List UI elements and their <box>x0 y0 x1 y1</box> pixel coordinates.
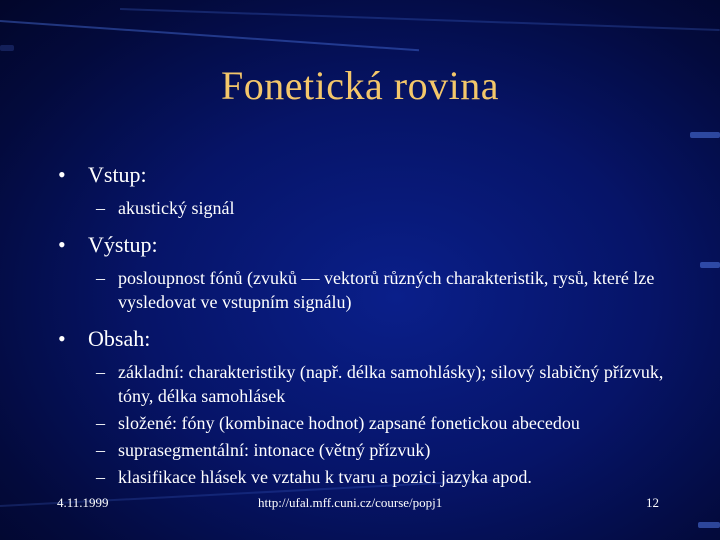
sub-item-text: základní: charakteristiky (např. délka samohlásky); silový slabičný přízvuk, tóny, délka samohlásek <box>118 362 664 406</box>
footer-date: 4.11.1999 <box>57 495 109 510</box>
sub-item-text: akustický signál <box>118 198 235 218</box>
dash-icon: – <box>96 198 105 218</box>
sub-item-text: klasifikace hlásek ve vztahu k tvaru a pozici jazyka apod. <box>118 467 532 487</box>
slide-title: Fonetická rovina <box>221 63 499 108</box>
sub-item-text: suprasegmentální: intonace (větný přízvuk) <box>118 440 431 460</box>
bullet-label: Vstup: <box>88 162 147 187</box>
sub-item <box>58 411 688 435</box>
bullet-label: Výstup: <box>88 232 158 257</box>
slide-content <box>58 160 688 492</box>
decorative-dash <box>690 132 720 138</box>
decorative-dash <box>0 45 14 51</box>
decorative-streak <box>0 20 419 51</box>
decorative-dash <box>700 262 720 268</box>
decorative-dash <box>698 522 720 528</box>
dash-icon: – <box>96 268 105 288</box>
bullet-vystup <box>58 230 688 260</box>
sub-item <box>58 196 688 220</box>
sub-item <box>58 438 688 462</box>
footer-url: http://ufal.mff.cuni.cz/course/popj1 <box>258 495 443 510</box>
page-number: 12 <box>646 495 659 510</box>
bullet-icon: • <box>58 326 66 351</box>
bullet-icon: • <box>58 162 66 187</box>
sub-item-text: složené: fóny (kombinace hodnot) zapsané fonetickou abecedou <box>118 413 580 433</box>
bullet-label: Obsah: <box>88 326 151 351</box>
sub-item <box>58 360 688 408</box>
dash-icon: – <box>96 413 105 433</box>
bullet-icon: • <box>58 232 66 257</box>
dash-icon: – <box>96 362 105 382</box>
sub-item <box>58 465 688 489</box>
decorative-streak <box>120 8 720 31</box>
dash-icon: – <box>96 440 105 460</box>
bullet-obsah <box>58 324 688 354</box>
dash-icon: – <box>96 467 105 487</box>
bullet-vstup <box>58 160 688 190</box>
sub-item-text: posloupnost fónů (zvuků — vektorů různých charakteristik, rysů, které lze vysledovat ve vstupním signálu) <box>118 268 655 312</box>
sub-item <box>58 266 688 314</box>
